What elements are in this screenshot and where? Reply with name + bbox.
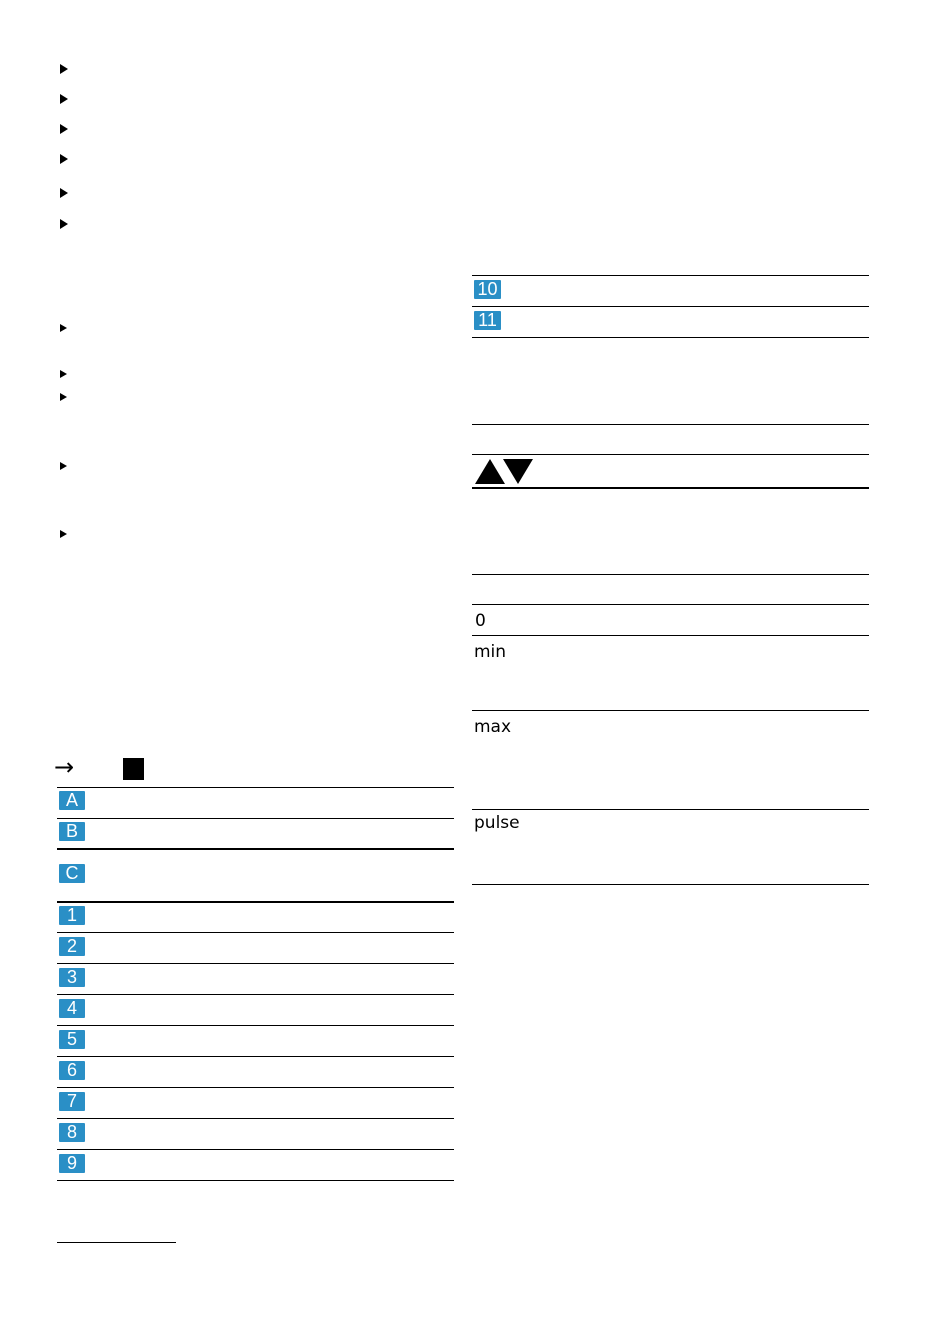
table-rule: [472, 809, 869, 810]
bullet-marker: [60, 530, 67, 538]
setting-min: min: [474, 642, 507, 662]
badge-4: 4: [59, 999, 85, 1018]
badge-1: 1: [59, 906, 85, 925]
badge-6: 6: [59, 1061, 85, 1080]
badge-8: 8: [59, 1123, 85, 1142]
badge-7: 7: [59, 1092, 85, 1111]
setting-max: max: [474, 717, 512, 737]
bullet-marker: [60, 324, 67, 332]
table-rule: [57, 848, 454, 850]
table-rule: [57, 818, 454, 819]
badge-B: B: [59, 822, 85, 841]
badge-10: 10: [474, 280, 501, 299]
table-rule: [57, 787, 454, 788]
table-rule: [57, 1025, 454, 1026]
table-rule: [57, 1087, 454, 1088]
table-rule: [57, 1056, 454, 1057]
table-rule: [472, 635, 869, 636]
bullet-marker: [60, 188, 68, 198]
table-rule: [57, 1180, 454, 1181]
table-rule: [472, 337, 869, 338]
table-rule: [472, 574, 869, 575]
bullet-marker: [60, 124, 68, 134]
badge-3: 3: [59, 968, 85, 987]
bullet-marker: [60, 219, 68, 229]
badge-C: C: [59, 864, 85, 883]
arrow-icon: →: [54, 753, 75, 781]
table-rule: [57, 901, 454, 903]
table-rule: [472, 424, 869, 425]
table-rule: [472, 710, 869, 711]
badge-2: 2: [59, 937, 85, 956]
bullet-marker: [60, 94, 68, 104]
table-rule: [472, 275, 869, 276]
bullet-marker: [60, 462, 67, 470]
badge-A: A: [59, 791, 85, 810]
setting-zero: 0: [475, 611, 486, 631]
table-rule: [472, 487, 869, 489]
table-rule: [57, 1118, 454, 1119]
table-rule: [472, 884, 869, 885]
setting-pulse: pulse: [474, 813, 520, 833]
badge-5: 5: [59, 1030, 85, 1049]
footnote-rule: [57, 1242, 176, 1243]
badge-11: 11: [474, 311, 501, 330]
table-rule: [472, 604, 869, 605]
table-rule: [57, 1149, 454, 1150]
down-triangle-icon: [503, 459, 533, 484]
bullet-marker: [60, 370, 67, 378]
table-rule: [472, 454, 869, 455]
badge-9: 9: [59, 1154, 85, 1173]
table-rule: [57, 963, 454, 964]
table-rule: [472, 306, 869, 307]
bullet-marker: [60, 154, 68, 164]
up-triangle-icon: [475, 459, 505, 484]
bullet-marker: [60, 64, 68, 74]
bullet-marker: [60, 393, 67, 401]
black-square-icon: [123, 758, 144, 780]
table-rule: [57, 994, 454, 995]
table-rule: [57, 932, 454, 933]
